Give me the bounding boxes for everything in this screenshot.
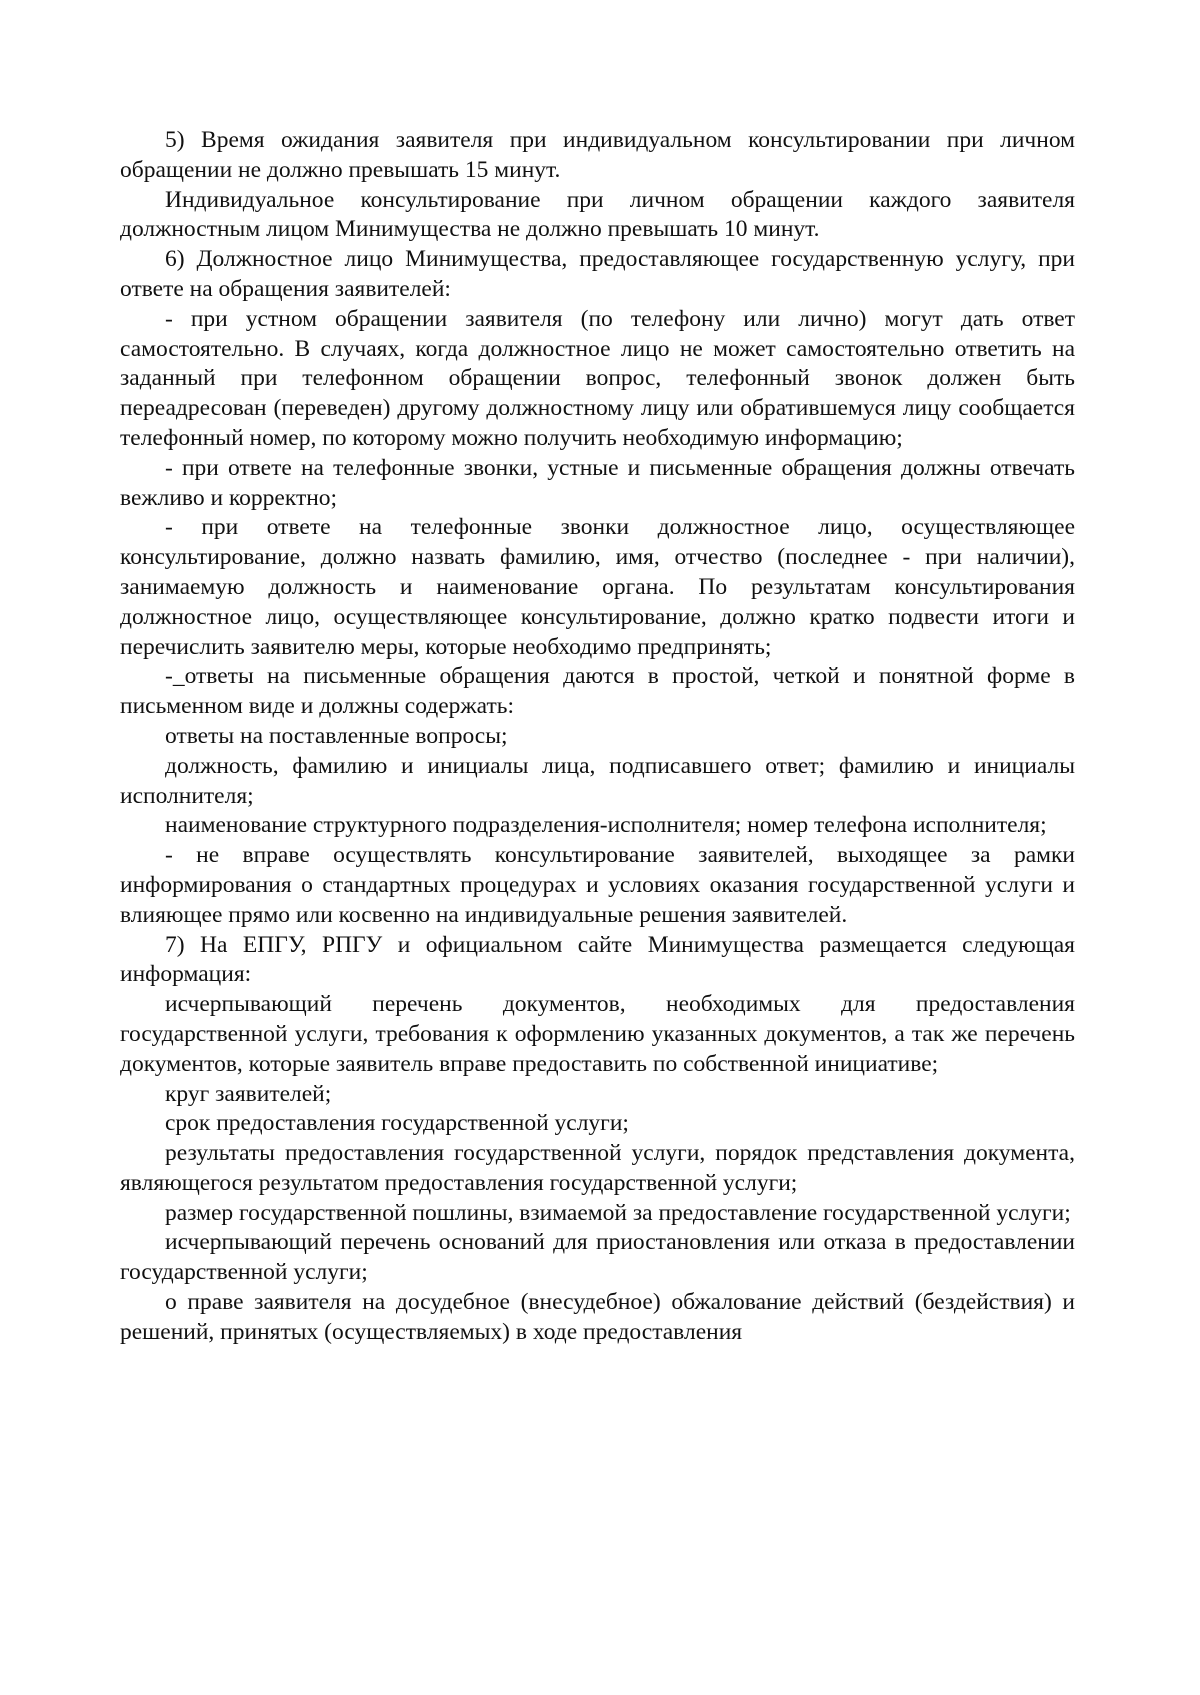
paragraph-service-term: срок предоставления государственной услуги; [165, 1110, 629, 1137]
paragraph-state-fee: размер государственной пошлины, взимаемой за предоставление государственной услуги; [165, 1199, 1071, 1226]
paragraph-official-duties: 6) Должностное лицо Минимущества, предоставляющее государственную услугу, при ответе на обращения заявителей: [120, 246, 1075, 302]
paragraph-waiting-time: 5) Время ожидания заявителя при индивидуальном консультировании при личном обращении не должно превышать 15 минут. [120, 127, 1075, 183]
paragraph-oral-request: - при устном обращении заявителя (по телефону или лично) могут дать ответ самостоятельно. В случаях, когда должностное лицо не может самостоятельно ответить на заданный при телефонном обращении вопрос, телефонный звонок должен быть переадресован (переведен) другому должностному лицу или обратившемуся лицу сообщается телефонный номер, по которому можно получить необходимую информацию; [120, 305, 1075, 451]
document-body [120, 126, 1075, 1348]
paragraph-appeal-right: о праве заявителя на досудебное (внесудебное) обжалование действий (бездействия) и решений, принятых (осуществляемых) в ходе предоставления [120, 1289, 1075, 1345]
paragraph-refusal-grounds: исчерпывающий перечень оснований для приостановления или отказа в предоставлении государственной услуги; [120, 1229, 1075, 1286]
paragraph-published-info: 7) На ЕПГУ, РПГУ и официальном сайте Минимущества размещается следующая информация: [120, 931, 1075, 988]
paragraph-individual-consulting: Индивидуальное консультирование при личном обращении каждого заявителя должностным лицом Минимущества не должно превышать 10 минут. [120, 186, 1075, 243]
paragraph-service-results: результаты предоставления государственной услуги, порядок представления документа, являющегося результатом предоставления государственной услуги; [120, 1140, 1075, 1196]
paragraph-applicants: круг заявителей; [165, 1080, 332, 1107]
paragraph-answers-to-questions: ответы на поставленные вопросы; [165, 722, 508, 749]
paragraph-documents-list: исчерпывающий перечень документов, необходимых для предоставления государственной услуги, требования к оформлению указанных документов, а так же перечень документов, которые заявитель вправе предоставить по собственной инициативе; [120, 991, 1075, 1077]
paragraph-written-answers: -_ответы на письменные обращения даются в простой, четкой и понятной форме в письменном виде и должны содержать: [120, 663, 1075, 720]
paragraph-department-name: наименование структурного подразделения-исполнителя; номер телефона исполнителя; [165, 812, 1047, 839]
paragraph-phone-answer: - при ответе на телефонные звонки должностное лицо, осуществляющее консультирование, должно назвать фамилию, имя, отчество (последнее - при наличии), занимаемую должность и наименование органа. По результатам консультирования должностное лицо, осуществляющее консультирование, должно кратко подвести итоги и перечислить заявителю меры, которые необходимо предпринять; [120, 514, 1075, 660]
paragraph-consulting-limits: - не вправе осуществлять консультирование заявителей, выходящее за рамки информирования о стандартных процедурах и условиях оказания государственной услуги и влияющее прямо или косвенно на индивидуальные решения заявителей. [120, 842, 1075, 928]
paragraph-signer-position: должность, фамилию и инициалы лица, подписавшего ответ; фамилию и инициалы исполнителя; [120, 752, 1075, 809]
paragraph-politeness: - при ответе на телефонные звонки, устные и письменные обращения должны отвечать вежливо и корректно; [120, 454, 1075, 511]
